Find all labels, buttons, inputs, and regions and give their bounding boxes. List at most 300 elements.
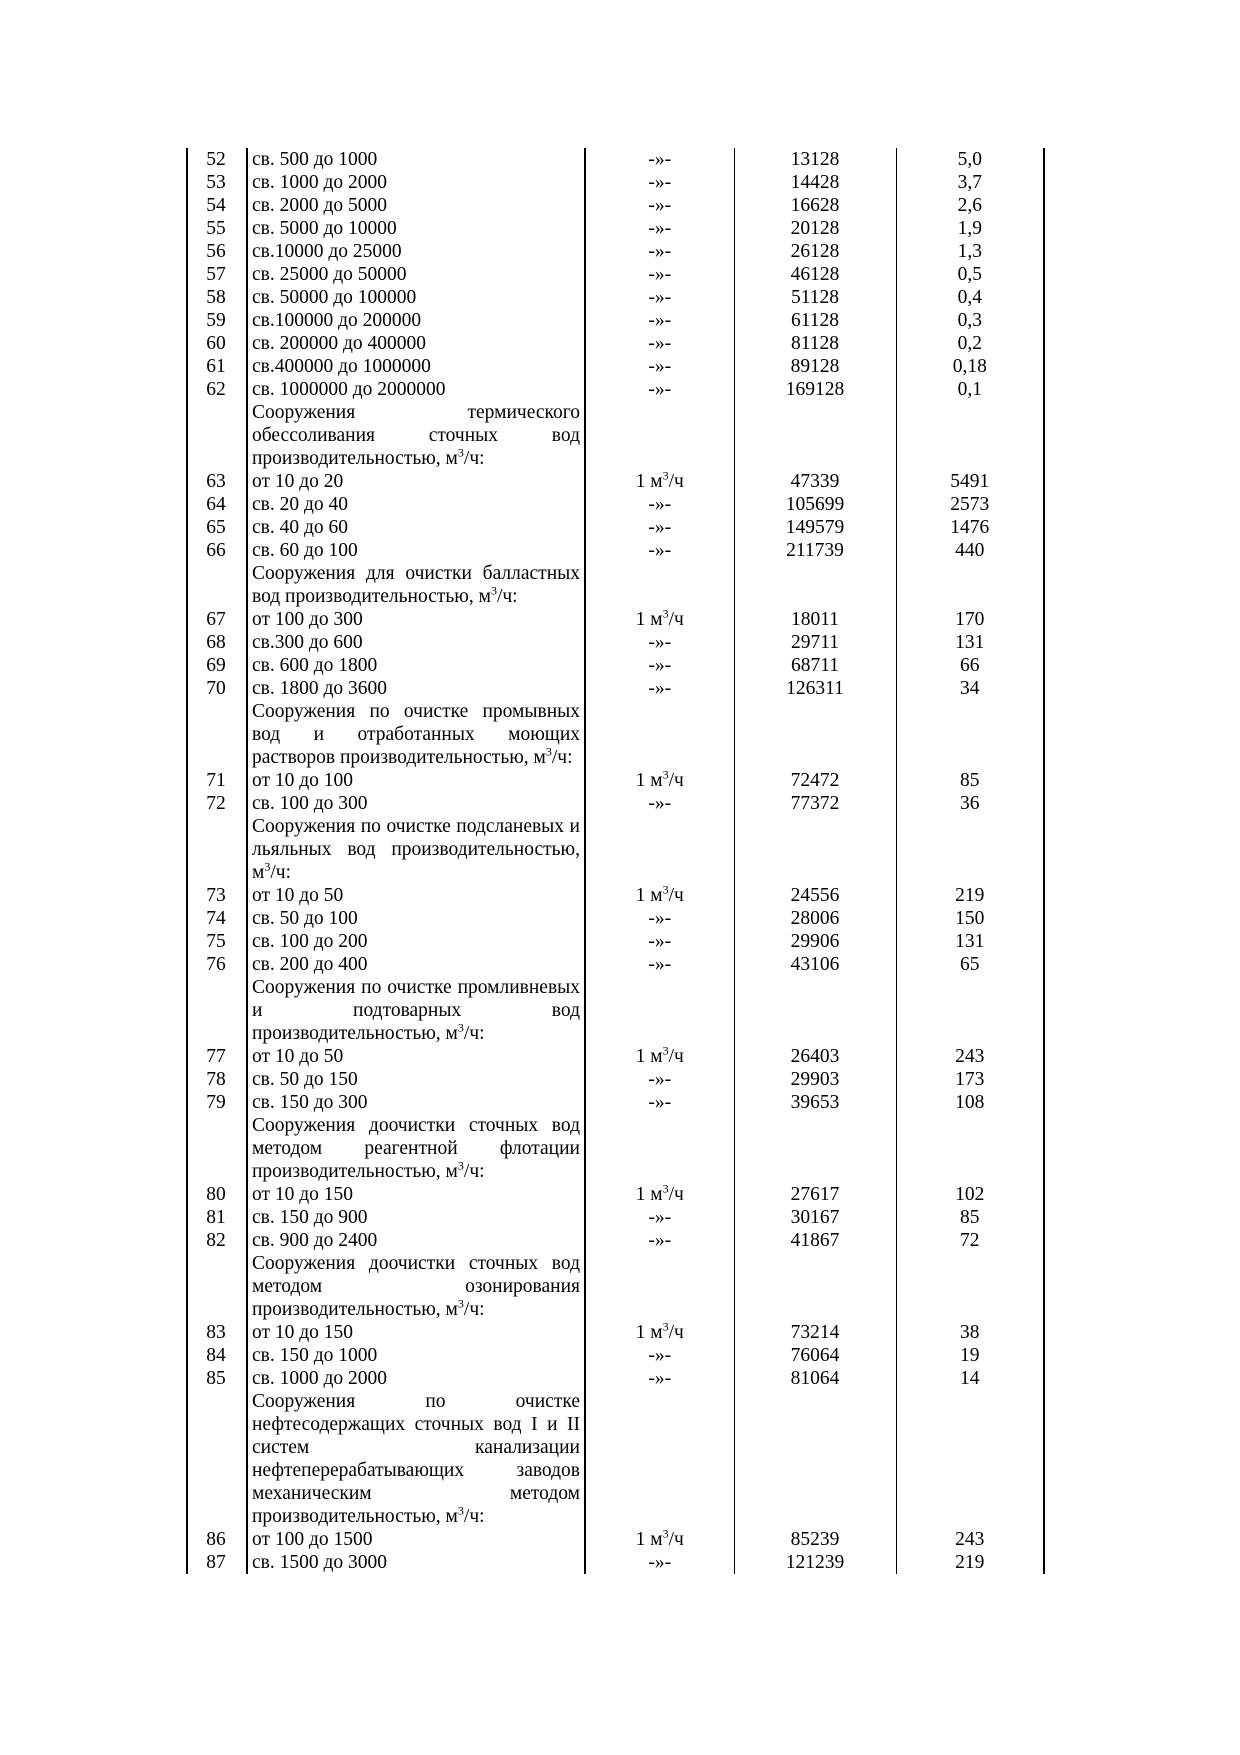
capacity-range-cell: св. 1000 до 2000 <box>252 1368 388 1389</box>
base-price-cell: 51128 <box>734 286 896 309</box>
coefficient-cell: 34 <box>896 677 1044 700</box>
coefficient-cell: 65 <box>896 953 1044 976</box>
section-title-text: Сооружения для очистки балластных вод производительностью, м <box>252 563 580 607</box>
base-price-cell <box>734 1114 896 1183</box>
table-row <box>187 217 1044 240</box>
table-row <box>187 286 1044 309</box>
base-price-cell: 121239 <box>734 1551 896 1574</box>
unit-cell <box>585 1252 734 1321</box>
unit-cell <box>585 1091 734 1114</box>
section-title-cell <box>247 1252 585 1321</box>
coefficient-cell: 85 <box>896 1206 1044 1229</box>
unit-cell <box>585 769 734 792</box>
unit-superscript: 3 <box>662 1181 669 1196</box>
row-number-cell: 66 <box>187 539 247 562</box>
unit-cell <box>585 470 734 493</box>
unit-superscript: 3 <box>662 882 669 897</box>
table-row <box>187 516 1044 539</box>
unit-cell <box>585 953 734 976</box>
unit-cell <box>585 309 734 332</box>
unit-cell <box>585 1551 734 1574</box>
section-title-unit-tail: /ч: <box>463 448 485 469</box>
table-section-header-row <box>187 1390 1044 1528</box>
table-row <box>187 1344 1044 1367</box>
section-title-unit-tail: /ч: <box>463 1161 485 1182</box>
row-number-cell: 64 <box>187 493 247 516</box>
base-price-cell: 20128 <box>734 217 896 240</box>
base-price-cell <box>734 1252 896 1321</box>
unit-cell <box>585 332 734 355</box>
table-section-header-row <box>187 562 1044 608</box>
base-price-cell: 46128 <box>734 263 896 286</box>
base-price-cell: 81064 <box>734 1367 896 1390</box>
unit-tail: /ч <box>668 1322 684 1343</box>
capacity-range-cell: от 10 до 50 <box>252 885 344 906</box>
unit-text: -»- <box>648 287 672 308</box>
coefficient-cell: 0,4 <box>896 286 1044 309</box>
coefficient-cell: 66 <box>896 654 1044 677</box>
row-number-cell: 65 <box>187 516 247 539</box>
unit-cell <box>585 539 734 562</box>
unit-text: -»- <box>648 218 672 239</box>
section-title-text: Сооружения по очистке промывных вод и отработанных моющих растворов производительностью, м <box>252 701 580 768</box>
unit-text: -»- <box>648 1092 672 1113</box>
table-row <box>187 677 1044 700</box>
table-row <box>187 148 1044 171</box>
coefficient-cell: 2,6 <box>896 194 1044 217</box>
row-number-cell: 71 <box>187 769 247 792</box>
row-number-cell: 74 <box>187 907 247 930</box>
row-number-cell: 55 <box>187 217 247 240</box>
unit-text: -»- <box>648 333 672 354</box>
coefficient-cell: 243 <box>896 1045 1044 1068</box>
unit-text: 1 м <box>635 1529 663 1550</box>
unit-text: -»- <box>648 1207 672 1228</box>
row-number-cell: 82 <box>187 1229 247 1252</box>
base-price-cell: 14428 <box>734 171 896 194</box>
capacity-range-cell: св. 5000 до 10000 <box>252 218 397 239</box>
unit-text: 1 м <box>635 885 663 906</box>
base-price-cell: 43106 <box>734 953 896 976</box>
row-number-cell: 56 <box>187 240 247 263</box>
capacity-range-cell: от 10 до 20 <box>252 471 344 492</box>
row-number-cell: 85 <box>187 1367 247 1390</box>
unit-cell <box>585 1045 734 1068</box>
coefficient-cell: 219 <box>896 1551 1044 1574</box>
row-number-cell: 58 <box>187 286 247 309</box>
unit-cell <box>585 677 734 700</box>
table-row <box>187 1528 1044 1551</box>
coefficient-cell: 1476 <box>896 516 1044 539</box>
capacity-range-cell: св. 25000 до 50000 <box>252 264 407 285</box>
coefficient-cell <box>896 815 1044 884</box>
capacity-range-cell: от 10 до 150 <box>252 1322 354 1343</box>
coefficient-cell <box>896 1390 1044 1528</box>
unit-superscript: 3 <box>662 1526 669 1541</box>
unit-cell <box>585 631 734 654</box>
unit-cell <box>585 493 734 516</box>
section-title-unit-tail: /ч: <box>463 1299 485 1320</box>
coefficient-cell: 2573 <box>896 493 1044 516</box>
unit-cell <box>585 171 734 194</box>
base-price-cell: 211739 <box>734 539 896 562</box>
capacity-range-cell: св. 1000000 до 2000000 <box>252 379 446 400</box>
unit-text: -»- <box>648 678 672 699</box>
table-row <box>187 1367 1044 1390</box>
unit-text: 1 м <box>635 1046 663 1067</box>
capacity-range-cell: св. 600 до 1800 <box>252 655 378 676</box>
table-section-header-row <box>187 1252 1044 1321</box>
unit-cell <box>585 1321 734 1344</box>
unit-cell <box>585 194 734 217</box>
section-title-cell <box>247 562 585 608</box>
unit-cell <box>585 217 734 240</box>
unit-cell <box>585 286 734 309</box>
base-price-cell: 29711 <box>734 631 896 654</box>
table-row <box>187 769 1044 792</box>
table-row <box>187 194 1044 217</box>
unit-text: 1 м <box>635 1184 663 1205</box>
capacity-range-cell: св.10000 до 25000 <box>252 241 402 262</box>
section-title-superscript: 3 <box>457 1503 464 1518</box>
section-title-text: Сооружения доочистки сточных вод методом реагентной флотации производительностью, м <box>252 1115 580 1182</box>
base-price-cell: 24556 <box>734 884 896 907</box>
table-section-header-row <box>187 700 1044 769</box>
coefficient-cell <box>896 562 1044 608</box>
section-title-text: Сооружения по очистке нефтесодержащих сточных вод I и II систем канализации нефтеперерабатывающих заводов механическим методом производительностью, м <box>252 1391 580 1527</box>
table-row <box>187 930 1044 953</box>
row-number-cell <box>187 976 247 1045</box>
capacity-range-cell: св. 100 до 200 <box>252 931 368 952</box>
table-row <box>187 1045 1044 1068</box>
unit-text: -»- <box>648 149 672 170</box>
unit-text: 1 м <box>635 1322 663 1343</box>
base-price-cell <box>734 562 896 608</box>
unit-text: -»- <box>648 1345 672 1366</box>
capacity-range-cell: св. 50 до 150 <box>252 1069 358 1090</box>
table-row <box>187 1551 1044 1574</box>
unit-text: -»- <box>648 1368 672 1389</box>
base-price-cell: 61128 <box>734 309 896 332</box>
table-row <box>187 263 1044 286</box>
unit-cell <box>585 815 734 884</box>
row-number-cell: 59 <box>187 309 247 332</box>
row-number-cell: 62 <box>187 378 247 401</box>
capacity-range-cell: св. 100 до 300 <box>252 793 368 814</box>
coefficient-cell: 0,1 <box>896 378 1044 401</box>
row-number-cell: 68 <box>187 631 247 654</box>
capacity-range-cell: св.300 до 600 <box>252 632 363 653</box>
table-row <box>187 1091 1044 1114</box>
section-title-superscript: 3 <box>490 583 497 598</box>
capacity-range-cell: св.400000 до 1000000 <box>252 356 431 377</box>
unit-cell <box>585 401 734 470</box>
capacity-range-cell: св. 150 до 300 <box>252 1092 368 1113</box>
capacity-range-cell: св. 50 до 100 <box>252 908 358 929</box>
unit-cell <box>585 1367 734 1390</box>
row-number-cell: 84 <box>187 1344 247 1367</box>
unit-text: -»- <box>648 310 672 331</box>
base-price-cell: 149579 <box>734 516 896 539</box>
coefficient-cell <box>896 1114 1044 1183</box>
row-number-cell: 63 <box>187 470 247 493</box>
unit-cell <box>585 654 734 677</box>
table-row <box>187 171 1044 194</box>
base-price-cell: 169128 <box>734 378 896 401</box>
coefficient-cell: 38 <box>896 1321 1044 1344</box>
coefficient-cell: 3,7 <box>896 171 1044 194</box>
section-title-superscript: 3 <box>457 1296 464 1311</box>
unit-cell <box>585 1229 734 1252</box>
row-number-cell: 57 <box>187 263 247 286</box>
table-row <box>187 309 1044 332</box>
coefficient-cell <box>896 401 1044 470</box>
section-title-text: Сооружения термического обессоливания сточных вод производительностью, м <box>252 402 580 469</box>
unit-text: 1 м <box>635 609 663 630</box>
capacity-range-cell: св. 150 до 1000 <box>252 1345 378 1366</box>
row-number-cell: 79 <box>187 1091 247 1114</box>
base-price-cell: 85239 <box>734 1528 896 1551</box>
section-title-superscript: 3 <box>264 859 271 874</box>
section-title-cell <box>247 401 585 470</box>
unit-text: 1 м <box>635 471 663 492</box>
coefficient-cell <box>896 976 1044 1045</box>
base-price-cell: 68711 <box>734 654 896 677</box>
unit-cell <box>585 1206 734 1229</box>
table-row <box>187 378 1044 401</box>
base-price-cell <box>734 1390 896 1528</box>
unit-text: -»- <box>648 172 672 193</box>
coefficient-cell: 0,18 <box>896 355 1044 378</box>
unit-cell <box>585 562 734 608</box>
row-number-cell <box>187 1114 247 1183</box>
row-number-cell <box>187 1252 247 1321</box>
base-price-cell: 27617 <box>734 1183 896 1206</box>
capacity-range-cell: св.100000 до 200000 <box>252 310 422 331</box>
base-price-cell: 77372 <box>734 792 896 815</box>
section-title-superscript: 3 <box>457 445 464 460</box>
unit-text: -»- <box>648 931 672 952</box>
coefficient-cell <box>896 700 1044 769</box>
unit-text: -»- <box>648 1552 672 1573</box>
unit-cell <box>585 608 734 631</box>
row-number-cell: 81 <box>187 1206 247 1229</box>
coefficient-cell: 5491 <box>896 470 1044 493</box>
unit-text: -»- <box>648 655 672 676</box>
base-price-cell <box>734 815 896 884</box>
capacity-range-cell: св. 50000 до 100000 <box>252 287 417 308</box>
row-number-cell: 67 <box>187 608 247 631</box>
coefficient-cell: 0,3 <box>896 309 1044 332</box>
unit-cell <box>585 792 734 815</box>
row-number-cell: 83 <box>187 1321 247 1344</box>
base-price-cell: 47339 <box>734 470 896 493</box>
base-price-cell <box>734 700 896 769</box>
section-title-unit-tail: /ч: <box>551 747 573 768</box>
coefficient-cell: 170 <box>896 608 1044 631</box>
table-section-header-row <box>187 976 1044 1045</box>
capacity-range-cell: св. 150 до 900 <box>252 1207 368 1228</box>
capacity-range-cell: св. 60 до 100 <box>252 540 358 561</box>
row-number-cell: 80 <box>187 1183 247 1206</box>
capacity-range-cell: св. 2000 до 5000 <box>252 195 388 216</box>
base-price-cell: 16628 <box>734 194 896 217</box>
capacity-range-cell: от 10 до 100 <box>252 770 354 791</box>
base-price-cell: 126311 <box>734 677 896 700</box>
row-number-cell <box>187 562 247 608</box>
table-row <box>187 1183 1044 1206</box>
unit-cell <box>585 1344 734 1367</box>
row-number-cell: 61 <box>187 355 247 378</box>
unit-tail: /ч <box>668 770 684 791</box>
base-price-cell: 81128 <box>734 332 896 355</box>
table-section-header-row <box>187 401 1044 470</box>
table-row <box>187 539 1044 562</box>
table-row <box>187 608 1044 631</box>
table-row <box>187 631 1044 654</box>
row-number-cell: 77 <box>187 1045 247 1068</box>
table-row <box>187 493 1044 516</box>
coefficient-cell: 36 <box>896 792 1044 815</box>
unit-cell <box>585 1390 734 1528</box>
unit-superscript: 3 <box>662 606 669 621</box>
base-price-cell: 28006 <box>734 907 896 930</box>
row-number-cell: 72 <box>187 792 247 815</box>
row-number-cell: 73 <box>187 884 247 907</box>
base-price-cell: 26403 <box>734 1045 896 1068</box>
unit-text: -»- <box>648 632 672 653</box>
unit-tail: /ч <box>668 471 684 492</box>
base-price-cell: 26128 <box>734 240 896 263</box>
row-number-cell: 87 <box>187 1551 247 1574</box>
coefficient-cell: 102 <box>896 1183 1044 1206</box>
coefficient-cell: 173 <box>896 1068 1044 1091</box>
capacity-range-cell: св. 1000 до 2000 <box>252 172 388 193</box>
row-number-cell <box>187 815 247 884</box>
unit-cell <box>585 516 734 539</box>
section-title-unit-tail: /ч: <box>270 862 291 883</box>
unit-text: -»- <box>648 793 672 814</box>
coefficient-cell: 1,9 <box>896 217 1044 240</box>
section-title-unit-tail: /ч: <box>463 1506 485 1527</box>
row-number-cell: 86 <box>187 1528 247 1551</box>
base-price-cell: 41867 <box>734 1229 896 1252</box>
coefficient-cell: 85 <box>896 769 1044 792</box>
unit-text: -»- <box>648 241 672 262</box>
unit-cell <box>585 355 734 378</box>
section-title-text: Сооружения доочистки сточных вод методом озонирования производительностью, м <box>252 1253 580 1320</box>
unit-superscript: 3 <box>662 767 669 782</box>
unit-cell <box>585 148 734 171</box>
base-price-cell: 105699 <box>734 493 896 516</box>
unit-superscript: 3 <box>662 468 669 483</box>
capacity-range-cell: св. 1500 до 3000 <box>252 1552 388 1573</box>
base-price-cell <box>734 401 896 470</box>
unit-tail: /ч <box>668 1184 684 1205</box>
unit-text: -»- <box>648 494 672 515</box>
section-title-superscript: 3 <box>545 744 552 759</box>
unit-text: -»- <box>648 1069 672 1090</box>
section-title-cell <box>247 815 585 884</box>
unit-tail: /ч <box>668 1529 684 1550</box>
row-number-cell: 78 <box>187 1068 247 1091</box>
table-section-header-row <box>187 815 1044 884</box>
coefficient-cell: 1,3 <box>896 240 1044 263</box>
coefficient-cell: 14 <box>896 1367 1044 1390</box>
capacity-range-cell: от 100 до 1500 <box>252 1529 373 1550</box>
unit-text: -»- <box>648 1230 672 1251</box>
table-row <box>187 240 1044 263</box>
section-title-text: Сооружения по очистке подсланевых и льяльных вод производительностью, м <box>252 816 580 883</box>
coefficient-cell: 150 <box>896 907 1044 930</box>
unit-cell <box>585 1068 734 1091</box>
coefficient-cell: 131 <box>896 930 1044 953</box>
capacity-range-cell: от 100 до 300 <box>252 609 363 630</box>
unit-text: -»- <box>648 195 672 216</box>
base-price-cell: 89128 <box>734 355 896 378</box>
coefficient-cell: 108 <box>896 1091 1044 1114</box>
capacity-range-cell: св. 500 до 1000 <box>252 149 378 170</box>
capacity-range-cell: св. 20 до 40 <box>252 494 349 515</box>
table-row <box>187 907 1044 930</box>
base-price-cell <box>734 976 896 1045</box>
capacity-range-cell: св. 900 до 2400 <box>252 1230 378 1251</box>
coefficient-cell: 0,2 <box>896 332 1044 355</box>
base-price-cell: 29903 <box>734 1068 896 1091</box>
unit-tail: /ч <box>668 885 684 906</box>
unit-cell <box>585 907 734 930</box>
row-number-cell <box>187 401 247 470</box>
unit-text: -»- <box>648 517 672 538</box>
capacity-range-cell: св. 200000 до 400000 <box>252 333 427 354</box>
table-row <box>187 1321 1044 1344</box>
table-row <box>187 654 1044 677</box>
table-row <box>187 1229 1044 1252</box>
base-price-cell: 72472 <box>734 769 896 792</box>
row-number-cell: 70 <box>187 677 247 700</box>
table-row <box>187 792 1044 815</box>
base-price-cell: 13128 <box>734 148 896 171</box>
coefficient-cell: 219 <box>896 884 1044 907</box>
unit-text: -»- <box>648 540 672 561</box>
base-price-cell: 29906 <box>734 930 896 953</box>
table-row <box>187 884 1044 907</box>
unit-cell <box>585 378 734 401</box>
unit-superscript: 3 <box>662 1043 669 1058</box>
row-number-cell: 53 <box>187 171 247 194</box>
unit-text: -»- <box>648 954 672 975</box>
unit-cell <box>585 1183 734 1206</box>
unit-cell <box>585 976 734 1045</box>
base-price-cell: 76064 <box>734 1344 896 1367</box>
coefficient-cell: 243 <box>896 1528 1044 1551</box>
coefficient-cell: 440 <box>896 539 1044 562</box>
table-row <box>187 470 1044 493</box>
unit-text: -»- <box>648 908 672 929</box>
section-title-text: Сооружения по очистке промливневых и подтоварных вод производительностью, м <box>252 977 580 1044</box>
table-row <box>187 1068 1044 1091</box>
row-number-cell: 54 <box>187 194 247 217</box>
section-title-unit-tail: /ч: <box>496 586 518 607</box>
base-price-cell: 73214 <box>734 1321 896 1344</box>
table-row <box>187 355 1044 378</box>
row-number-cell: 76 <box>187 953 247 976</box>
table-row <box>187 953 1044 976</box>
unit-text: 1 м <box>635 770 663 791</box>
unit-cell <box>585 240 734 263</box>
capacity-range-cell: от 10 до 50 <box>252 1046 344 1067</box>
row-number-cell: 75 <box>187 930 247 953</box>
